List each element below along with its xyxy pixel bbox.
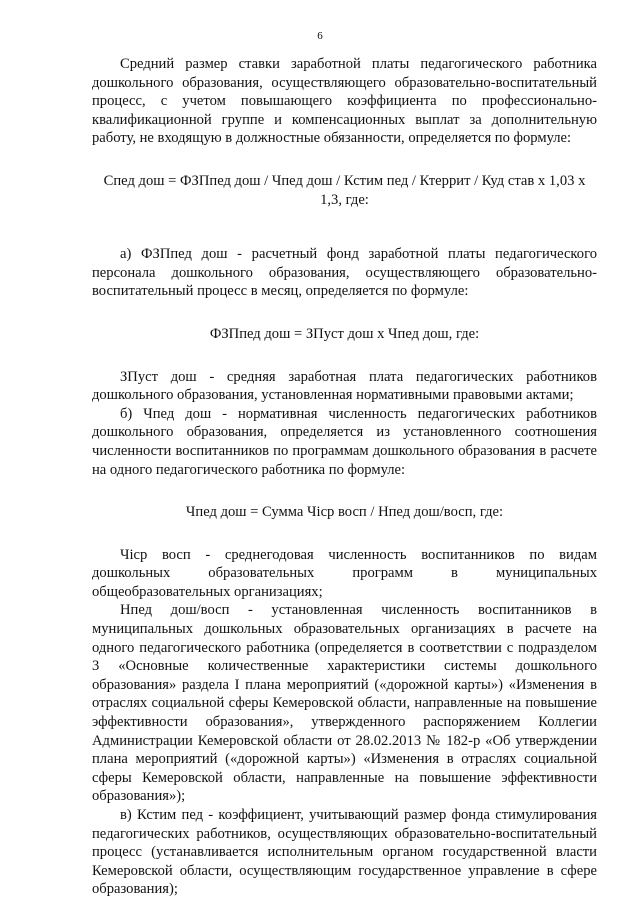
zpust-paragraph: ЗПуст дош - средняя заработная плата педагогических работников дошкольного образования, установленная нормативными правовыми актами; bbox=[92, 368, 597, 404]
nped-paragraph: Нпед дош/восп - установленная численность воспитанников в муниципальных дошкольных образовательных организациях в расчете на одного педагогического работника (определяется в соответствии с подразделом 3 «Основные количественные характеристики системы дошкольного образования» раздела I плана мероприятий («дорожной карты») «Изменения в отраслях социальной сферы Кемеровской области, направленные на повышение эффективности образования», утвержденного распоряжением Коллегии Администрации Кемеровской области от 28.02.2013 № 182-р «Об утверждении плана мероприятий («дорожной карты») «Изменения в отраслях социальной сферы Кемеровской области, направленные на повышение эффективности образования»); bbox=[92, 602, 597, 805]
chisr-paragraph: Чiср восп - среднегодовая численность воспитанников по видам дошкольных образовательных программ в муниципальных общеобразовательных организациях; bbox=[92, 546, 597, 600]
formula-a: ФЗПпед дош = ЗПуст дош х Чпед дош, где: bbox=[209, 325, 480, 342]
formula-b: Чпед дош = Сумма Чiср восп / Нпед дош/восп, где: bbox=[185, 504, 504, 521]
document-body bbox=[92, 55, 597, 899]
item-v-paragraph: в) Кстим пед - коэффициент, учитывающий размер фонда стимулирования педагогических работников, осуществляющих образовательно-воспитательный процесс (устанавливается исполнительным органом государственной власти Кемеровской области, осуществляющим государственное управление в сфере образования); bbox=[92, 807, 597, 898]
page-number: 6 bbox=[317, 30, 323, 42]
item-b-paragraph: б) Чпед дош - нормативная численность педагогических работников дошкольного образования, определяется из установленного соотношения численности воспитанников по программам дошкольного образования в расчете на одного педагогического работника по формуле: bbox=[92, 405, 597, 478]
main-formula: Спед дош = ФЗПпед дош / Чпед дош / Кстим пед / Ктеррит / Куд став х 1,03 х 1,3, где: bbox=[103, 172, 586, 208]
item-a-paragraph: а) ФЗПпед дош - расчетный фонд заработной платы педагогического персонала дошкольного образования, осуществляющего образовательно-воспитательный процесс в месяц, определяется по формуле: bbox=[92, 246, 597, 300]
intro-paragraph: Средний размер ставки заработной платы педагогического работника дошкольного образования, осуществляющего образовательно-воспитательный процесс, с учетом повышающего коэффициента по профессионально-квалификационной группе и компенсационных выплат за дополнительную работу, не входящую в должностные обязанности, определяется по формуле: bbox=[92, 56, 597, 147]
